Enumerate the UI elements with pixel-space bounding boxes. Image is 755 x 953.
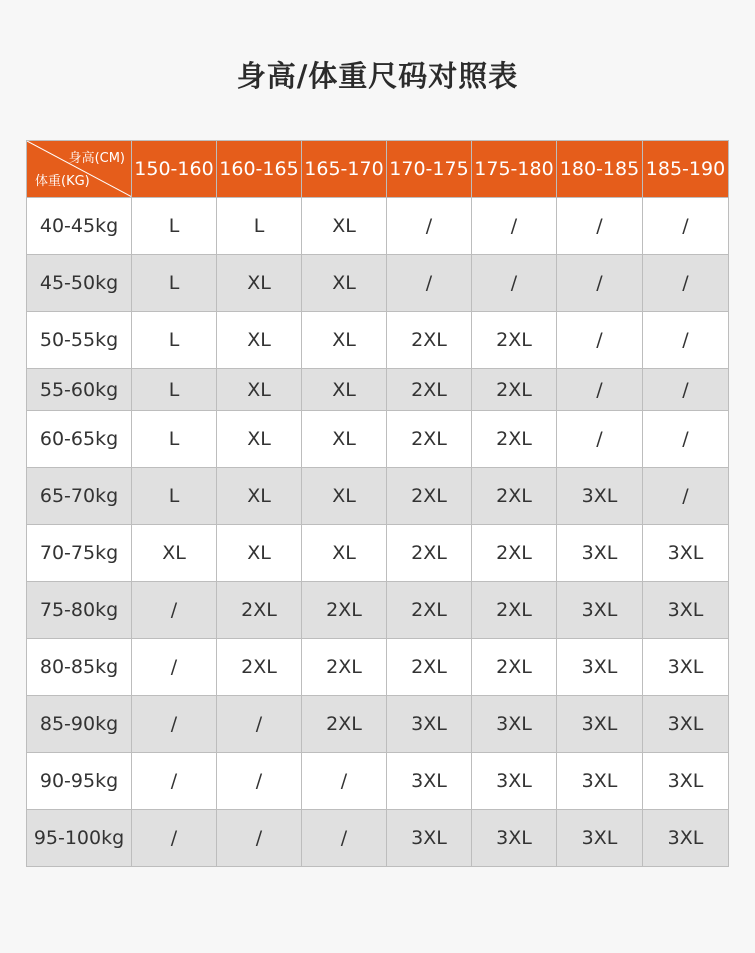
table-row	[27, 810, 729, 867]
size-cell: /	[643, 312, 729, 369]
size-cell: 2XL	[472, 411, 557, 468]
size-cell: /	[557, 312, 643, 369]
height-header-cell: 180-185	[557, 141, 643, 198]
size-cell: 3XL	[472, 810, 557, 867]
weight-cell: 80-85kg	[27, 639, 132, 696]
size-cell: /	[643, 411, 729, 468]
size-cell: /	[643, 255, 729, 312]
size-cell: 2XL	[387, 525, 472, 582]
size-cell: 2XL	[217, 582, 302, 639]
size-cell: /	[302, 753, 387, 810]
size-cell: 3XL	[643, 525, 729, 582]
table-row	[27, 582, 729, 639]
size-cell: XL	[217, 411, 302, 468]
size-cell: XL	[217, 312, 302, 369]
size-cell: 2XL	[472, 582, 557, 639]
size-cell: 3XL	[643, 582, 729, 639]
size-cell: 2XL	[472, 369, 557, 411]
size-cell: /	[557, 411, 643, 468]
weight-cell: 55-60kg	[27, 369, 132, 411]
size-cell: XL	[217, 468, 302, 525]
weight-cell: 50-55kg	[27, 312, 132, 369]
size-cell: 3XL	[387, 753, 472, 810]
size-cell: 2XL	[302, 696, 387, 753]
size-cell: /	[132, 810, 217, 867]
size-cell: 2XL	[387, 582, 472, 639]
size-cell: 3XL	[643, 753, 729, 810]
size-cell: /	[217, 696, 302, 753]
size-cell: L	[132, 369, 217, 411]
height-header-cell: 170-175	[387, 141, 472, 198]
table-row	[27, 639, 729, 696]
height-header-cell: 165-170	[302, 141, 387, 198]
corner-header-cell	[27, 141, 132, 198]
table-row	[27, 312, 729, 369]
size-cell: /	[557, 198, 643, 255]
size-cell: 2XL	[472, 312, 557, 369]
size-cell: 3XL	[387, 810, 472, 867]
size-cell: /	[387, 255, 472, 312]
size-cell: XL	[302, 525, 387, 582]
size-cell: /	[217, 753, 302, 810]
size-cell: XL	[217, 525, 302, 582]
size-cell: 3XL	[643, 639, 729, 696]
table-row	[27, 369, 729, 411]
size-cell: /	[472, 198, 557, 255]
size-cell: 3XL	[387, 696, 472, 753]
size-cell: 2XL	[387, 468, 472, 525]
size-cell: XL	[217, 255, 302, 312]
weight-cell: 40-45kg	[27, 198, 132, 255]
size-cell: 3XL	[557, 753, 643, 810]
size-cell: 3XL	[472, 753, 557, 810]
height-header-cell: 185-190	[643, 141, 729, 198]
size-cell: L	[132, 468, 217, 525]
weight-cell: 95-100kg	[27, 810, 132, 867]
size-chart-table	[26, 140, 729, 867]
size-cell: /	[643, 369, 729, 411]
size-cell: L	[132, 198, 217, 255]
size-cell: 3XL	[557, 468, 643, 525]
size-cell: 3XL	[557, 582, 643, 639]
size-cell: 3XL	[557, 639, 643, 696]
size-cell: /	[132, 753, 217, 810]
table-row	[27, 411, 729, 468]
weight-cell: 70-75kg	[27, 525, 132, 582]
size-cell: L	[132, 411, 217, 468]
size-cell: XL	[217, 369, 302, 411]
size-cell: XL	[302, 312, 387, 369]
weight-cell: 85-90kg	[27, 696, 132, 753]
table-row	[27, 255, 729, 312]
weight-cell: 90-95kg	[27, 753, 132, 810]
size-cell: XL	[302, 198, 387, 255]
size-cell: /	[472, 255, 557, 312]
size-cell: 2XL	[387, 369, 472, 411]
size-cell: /	[387, 198, 472, 255]
size-cell: 2XL	[302, 582, 387, 639]
size-cell: /	[132, 696, 217, 753]
height-header-cell: 175-180	[472, 141, 557, 198]
size-cell: 3XL	[557, 810, 643, 867]
size-cell: XL	[302, 468, 387, 525]
page-title: 身高/体重尺码对照表	[236, 59, 519, 93]
size-cell: /	[643, 198, 729, 255]
header-row	[27, 141, 729, 198]
height-header-cell: 150-160	[132, 141, 217, 198]
weight-cell: 60-65kg	[27, 411, 132, 468]
size-cell: /	[557, 369, 643, 411]
weight-cell: 65-70kg	[27, 468, 132, 525]
size-cell: 3XL	[472, 696, 557, 753]
table-row	[27, 198, 729, 255]
table-body	[27, 198, 729, 867]
size-cell: /	[132, 582, 217, 639]
size-cell: 3XL	[643, 696, 729, 753]
size-cell: XL	[302, 369, 387, 411]
size-cell: XL	[302, 255, 387, 312]
size-cell: /	[643, 468, 729, 525]
size-cell: L	[132, 255, 217, 312]
table-row	[27, 468, 729, 525]
size-cell: 2XL	[387, 639, 472, 696]
size-cell: 3XL	[557, 696, 643, 753]
size-cell: 2XL	[387, 411, 472, 468]
size-cell: 2XL	[472, 639, 557, 696]
size-cell: 2XL	[217, 639, 302, 696]
size-cell: XL	[302, 411, 387, 468]
size-cell: /	[557, 255, 643, 312]
size-cell: 3XL	[643, 810, 729, 867]
weight-cell: 45-50kg	[27, 255, 132, 312]
weight-axis-label: 体重(KG)	[35, 174, 90, 189]
size-cell: 3XL	[557, 525, 643, 582]
size-cell: 2XL	[472, 525, 557, 582]
size-cell: /	[217, 810, 302, 867]
height-axis-label: 身高(CM)	[68, 151, 125, 166]
weight-cell: 75-80kg	[27, 582, 132, 639]
height-header-cell: 160-165	[217, 141, 302, 198]
size-cell: /	[302, 810, 387, 867]
size-cell: /	[132, 639, 217, 696]
size-cell: L	[217, 198, 302, 255]
size-cell: 2XL	[302, 639, 387, 696]
table-row	[27, 525, 729, 582]
size-cell: 2XL	[472, 468, 557, 525]
table-row	[27, 753, 729, 810]
table-row	[27, 696, 729, 753]
size-cell: L	[132, 312, 217, 369]
size-cell: 2XL	[387, 312, 472, 369]
size-cell: XL	[132, 525, 217, 582]
